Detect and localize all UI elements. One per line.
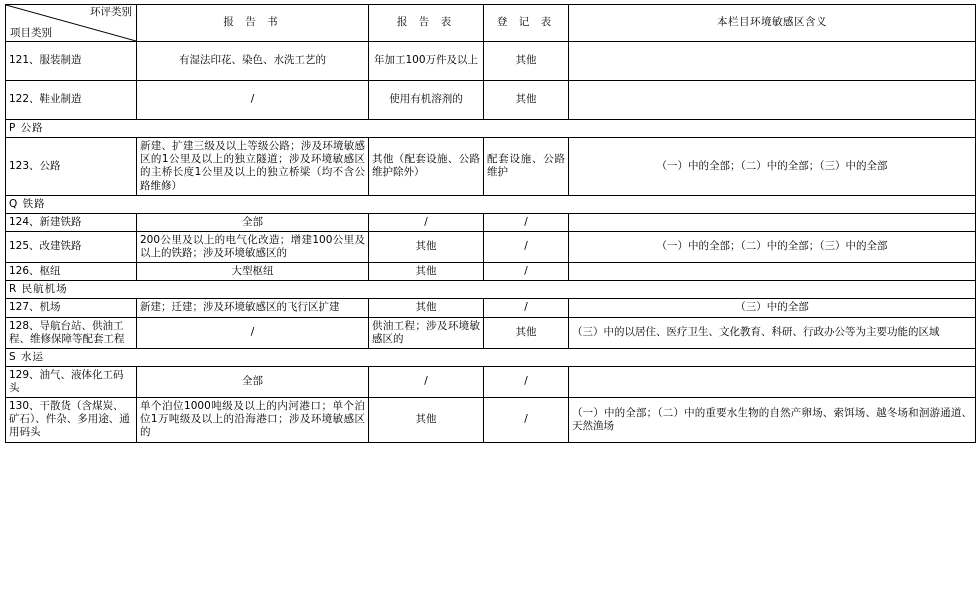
row-category-122: 122、鞋业制造 xyxy=(6,81,137,120)
column-header-sensitive-area-meaning: 本栏目环境敏感区含义 xyxy=(569,5,976,42)
table-row xyxy=(6,299,976,317)
table-row xyxy=(6,81,976,120)
row-129-sensitive-area xyxy=(569,366,976,397)
row-125-sensitive-area: （一）中的全部；（二）中的全部；（三）中的全部 xyxy=(569,231,976,262)
table-row xyxy=(6,42,976,81)
table-row xyxy=(6,317,976,348)
row-category-130: 130、干散货（含煤炭、矿石）、件杂、多用途、通用码头 xyxy=(6,398,137,442)
table-row xyxy=(6,138,976,196)
row-126-report-book: 大型枢纽 xyxy=(137,263,369,281)
row-123-registration-form: 配套设施、公路维护 xyxy=(484,138,569,196)
row-category-128: 128、导航台站、供油工程、维修保障等配套工程 xyxy=(6,317,137,348)
row-127-sensitive-area: （三）中的全部 xyxy=(569,299,976,317)
table-row xyxy=(6,263,976,281)
row-125-report-book: 200公里及以上的电气化改造；增建100公里及以上的铁路；涉及环境敏感区的 xyxy=(137,231,369,262)
row-category-123: 123、公路 xyxy=(6,138,137,196)
row-128-report-form: 供油工程；涉及环境敏感区的 xyxy=(369,317,484,348)
row-123-sensitive-area: （一）中的全部；（二）中的全部；（三）中的全部 xyxy=(569,138,976,196)
section-title-railway: Q 铁路 xyxy=(6,195,976,213)
row-122-report-book: / xyxy=(137,81,369,120)
column-header-registration-form: 登 记 表 xyxy=(484,5,569,42)
row-125-registration-form: / xyxy=(484,231,569,262)
row-130-registration-form: / xyxy=(484,398,569,442)
row-121-sensitive-area xyxy=(569,42,976,81)
table-row xyxy=(6,213,976,231)
row-123-report-book: 新建、扩建三级及以上等级公路；涉及环境敏感区的1公里及以上的独立隧道；涉及环境敏感区的主桥长度1公里及以上的独立桥梁（均不含公路维修） xyxy=(137,138,369,196)
row-category-127: 127、机场 xyxy=(6,299,137,317)
row-126-registration-form: / xyxy=(484,263,569,281)
row-121-report-form: 年加工100万件及以上 xyxy=(369,42,484,81)
table-row xyxy=(6,398,976,442)
row-121-report-book: 有湿法印花、染色、水洗工艺的 xyxy=(137,42,369,81)
row-122-registration-form: 其他 xyxy=(484,81,569,120)
row-128-registration-form: 其他 xyxy=(484,317,569,348)
row-121-registration-form: 其他 xyxy=(484,42,569,81)
environmental-assessment-category-table xyxy=(5,4,976,443)
table-row xyxy=(6,366,976,397)
row-124-sensitive-area xyxy=(569,213,976,231)
column-header-report-form: 报 告 表 xyxy=(369,5,484,42)
row-126-sensitive-area xyxy=(569,263,976,281)
row-124-report-form: / xyxy=(369,213,484,231)
section-row-railway xyxy=(6,195,976,213)
row-125-report-form: 其他 xyxy=(369,231,484,262)
section-title-civil-aviation-airport: R 民航机场 xyxy=(6,281,976,299)
table-row xyxy=(6,231,976,262)
row-128-sensitive-area: （三）中的以居住、医疗卫生、文化教育、科研、行政办公等为主要功能的区域 xyxy=(569,317,976,348)
corner-label-project-type: 项目类别 xyxy=(10,26,52,39)
row-category-126: 126、枢纽 xyxy=(6,263,137,281)
section-row-highway xyxy=(6,120,976,138)
row-130-report-form: 其他 xyxy=(369,398,484,442)
row-129-report-book: 全部 xyxy=(137,366,369,397)
row-130-report-book: 单个泊位1000吨级及以上的内河港口；单个泊位1万吨级及以上的沿海港口；涉及环境敏感区的 xyxy=(137,398,369,442)
row-127-report-book: 新建；迁建；涉及环境敏感区的飞行区扩建 xyxy=(137,299,369,317)
table-header-row xyxy=(6,5,976,42)
row-123-report-form: 其他（配套设施、公路维护除外） xyxy=(369,138,484,196)
row-127-report-form: 其他 xyxy=(369,299,484,317)
column-header-report-book: 报 告 书 xyxy=(137,5,369,42)
row-126-report-form: 其他 xyxy=(369,263,484,281)
header-corner-cell xyxy=(6,5,137,42)
row-124-registration-form: / xyxy=(484,213,569,231)
section-title-water-transport: S 水运 xyxy=(6,348,976,366)
row-category-125: 125、改建铁路 xyxy=(6,231,137,262)
row-122-sensitive-area xyxy=(569,81,976,120)
row-category-121: 121、服装制造 xyxy=(6,42,137,81)
row-category-124: 124、新建铁路 xyxy=(6,213,137,231)
row-129-report-form: / xyxy=(369,366,484,397)
row-130-sensitive-area: （一）中的全部；（二）中的重要水生物的自然产卵场、索饵场、越冬场和洄游通道、天然渔场 xyxy=(569,398,976,442)
row-124-report-book: 全部 xyxy=(137,213,369,231)
row-127-registration-form: / xyxy=(484,299,569,317)
corner-label-category-type: 环评类别 xyxy=(90,6,132,18)
section-row-civil-aviation-airport xyxy=(6,281,976,299)
row-129-registration-form: / xyxy=(484,366,569,397)
row-128-report-book: / xyxy=(137,317,369,348)
section-title-highway: P 公路 xyxy=(6,120,976,138)
section-row-water-transport xyxy=(6,348,976,366)
row-122-report-form: 使用有机溶剂的 xyxy=(369,81,484,120)
row-category-129: 129、油气、液体化工码头 xyxy=(6,366,137,397)
